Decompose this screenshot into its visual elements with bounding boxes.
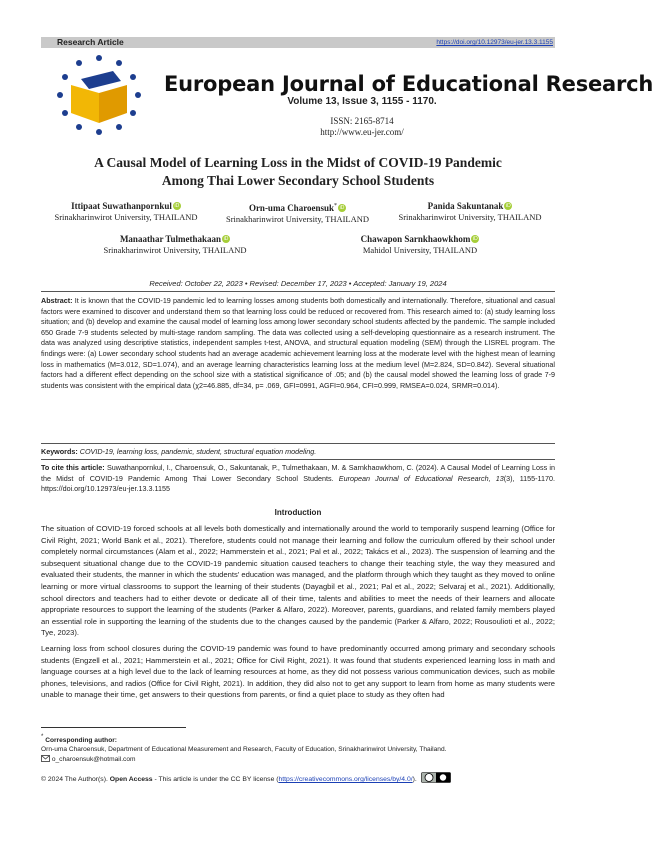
author-affiliation: Srinakharinwirot University, THAILAND: [398, 212, 542, 222]
license-suffix: ).: [412, 776, 417, 783]
citation-text: Suwathanpornkul, I., Charoensuk, O., Sakuntanak, P., Tulmethakaan, M. & Sarnkhaowkhom, C. (2024). A Causal Model of Learning Loss in the Midst of COVID-19 Pandemic Among Thai Lower Secondary School Students.: [41, 463, 556, 483]
footnote-line: Orn-uma Charoensuk, Department of Educational Measurement and Research, Faculty of Education, Srinakharinwirot University, Thailand.: [41, 746, 447, 754]
article-dates: Received: October 22, 2023 • Revised: December 17, 2023 • Accepted: January 19, 2024: [149, 279, 447, 288]
book-right-page: [99, 85, 127, 123]
author-affiliation: Srinakharinwirot University, THAILAND: [54, 212, 198, 222]
divider-cite: [41, 459, 555, 460]
cc-by-icon[interactable]: [421, 772, 451, 783]
doi-link[interactable]: https://doi.org/10.12973/eu-jer.13.3.1155: [436, 39, 553, 46]
title-line-1: A Causal Model of Learning Loss in the Midst of COVID-19 Pandemic: [94, 155, 502, 170]
keywords-text: COVID-19, learning loss, pandemic, student, structural equation modeling.: [79, 447, 317, 456]
abstract-label: Abstract:: [41, 296, 73, 305]
footnote-divider: [41, 727, 186, 728]
citation-tail[interactable]: (3), 1155-1170. https://doi.org/10.12973/eu-jer.13.3.1155: [41, 473, 556, 494]
author-3: [385, 201, 555, 223]
author-affiliation: Mahidol University, THAILAND: [362, 245, 478, 255]
open-access-label: Open Access: [109, 776, 153, 783]
abstract-text: It is known that the COVID-19 pandemic led to learning losses among students both domestically and internationally. Therefore, situational and casual factors were examined to discover and understand them so that learning loss could be reduced or recovered from. This research aimed to: (a) study learning loss situation; and (b) develop and examine the causal model of learning loss among lower secondary school students affected by the pandemic. The sample included 650 Grade 7-9 students selected by multi-stage random sampling. The data was collected using a self-developing questionnaire as a research instrument. The data was analyzed using descriptive statistics, independent samples t-test, ANOVA, and structural equation modeling (SEM) through the LISREL program. The findings were: (a) Lower secondary school students had an average academic achievement learning loss at the moderate level with the highest mean of learning loss in mathematics (M=3.012, SD=1.074), and an average learning characteristics learning loss at the medium level (M=2.824, SD=0.842). Several situational factors had a different effect depending on the school size with a statistical significance of .05; and (b) the causal model showed the learning loss of grade 7-9 students was consistent with the empirical data (χ2=46.885, df=34, p= .069, GFI=0991, AGFI=0.964, CFI=0.999, RMSEA=0.024, SRMR=0.014).: [41, 296, 556, 390]
orcid-icon[interactable]: iD: [174, 203, 180, 209]
orcid-icon[interactable]: iD: [339, 205, 345, 211]
license: [41, 772, 555, 783]
keywords: [41, 447, 555, 456]
eu-jer-logo: [41, 51, 158, 139]
orcid-icon[interactable]: iD: [506, 203, 511, 209]
author-name: Orn-uma Charoensuk: [248, 203, 335, 213]
footnote-mark: *: [41, 734, 44, 740]
footnote-email[interactable]: o_charoensuk@hotmail.com: [51, 755, 136, 763]
corresponding-mark: *: [334, 203, 338, 209]
license-text: - This article is under the CC BY license (: [154, 776, 279, 783]
author-5: [335, 234, 505, 256]
divider-top: [41, 291, 555, 292]
graduation-cap-icon: [81, 71, 121, 89]
journal-issn: ISSN: 2165-8714: [330, 116, 394, 126]
article-type: Research Article: [57, 37, 124, 47]
author-name: Panida Sakuntanak: [427, 201, 504, 211]
intro-paragraph-2: Learning loss from school closures during the COVID-19 pandemic was found to have predominantly occurred among primary and secondary schools students (Engzell et al., 2021; Hammerstein et al., 2021; Office for Civil Right, 2021). It was found that students experienced learning loss in math and language courses at a high level due to the lack of learning resources at home, as they did not possess various communication devices, such as mobile phones, televisions, and radios (Office for Civil Right, 2021). In addition, they did also not to get any support to learn from home as many students were unable to manage their time, get answers to their questions from parents, or find a quiet place to study as they often had: [41, 644, 555, 700]
footnote: [41, 733, 555, 764]
intro-paragraph-1: The situation of COVID-19 forced schools at all levels both domestically and internationally around the world to temporarily suspend learning (Office for Civil Right, 2021; World Bank et al., 2021). Therefore, students could not manage their learning and follow the curriculum offered by their school under completely normal circumstances (Alam et al., 2022; Hammerstein et al., 2021; Pal et al., 2022; Takács et al., 2023). The suspension of learning and the subsequent situational change due to the COVID-19 pandemic situation caused teachers to change their teaching style, the way they measured and evaluated their students, the manner in which the students' education was managed, and the platform through which they taught as they moved to online learning or more virtual classrooms to support the learning of their students (Dayagbil et al., 2021; Pal et al., 2022; Selvaraj et al., 2021). Additionally, school directors and teachers had to either devote or dedicate all of their time, talents and abilities to meet the needs of their learners and allocate appropriate resources to support the learning of the students (Parker & Alfaro, 2022). Moreover, parents, guardians, and related family members played an essential role in supporting the learning of the students due to the changes caused by the pandemic (Parker & Alfaro, 2022; Rousoulioti et al., 2022; Tye, 2023).: [41, 524, 555, 638]
orcid-icon[interactable]: iD: [223, 236, 229, 242]
journal-name: European Journal of Educational Research: [164, 72, 653, 96]
top-banner: [41, 37, 555, 48]
author-1: [41, 201, 211, 223]
author-2: [210, 201, 385, 225]
author-name: Manaathar Tulmethakaan: [119, 234, 222, 244]
author-affiliation: Srinakharinwirot University, THAILAND: [225, 214, 370, 224]
orcid-icon[interactable]: iD: [473, 236, 478, 242]
author-name: Ittipaat Suwathanpornkul: [71, 201, 172, 211]
abstract: [41, 296, 555, 391]
title-line-2: Among Thai Lower Secondary School Students: [161, 173, 435, 188]
citation-label: To cite this article:: [41, 463, 105, 472]
license-link[interactable]: https://creativecommons.org/licenses/by/4.0/: [278, 776, 413, 783]
footnote-label: Corresponding author:: [45, 737, 117, 744]
citation-journal: European Journal of Educational Research, 13: [338, 473, 504, 483]
citation: [41, 463, 555, 495]
journal-url[interactable]: http://www.eu-jer.com/: [320, 127, 404, 137]
section-heading-introduction: Introduction: [274, 508, 322, 517]
article-title: [41, 154, 555, 190]
book-left-page: [71, 85, 99, 123]
envelope-icon: [41, 755, 50, 762]
divider-keywords: [41, 443, 555, 444]
license-prefix: © 2024 The Author(s).: [41, 776, 108, 783]
keywords-label: Keywords:: [41, 447, 78, 456]
author-4: [90, 234, 260, 256]
author-name: Chawapon Sarnkhaowkhom: [360, 234, 471, 244]
author-affiliation: Srinakharinwirot University, THAILAND: [103, 245, 247, 255]
journal-issue: Volume 13, Issue 3, 1155 - 1170.: [287, 96, 437, 107]
